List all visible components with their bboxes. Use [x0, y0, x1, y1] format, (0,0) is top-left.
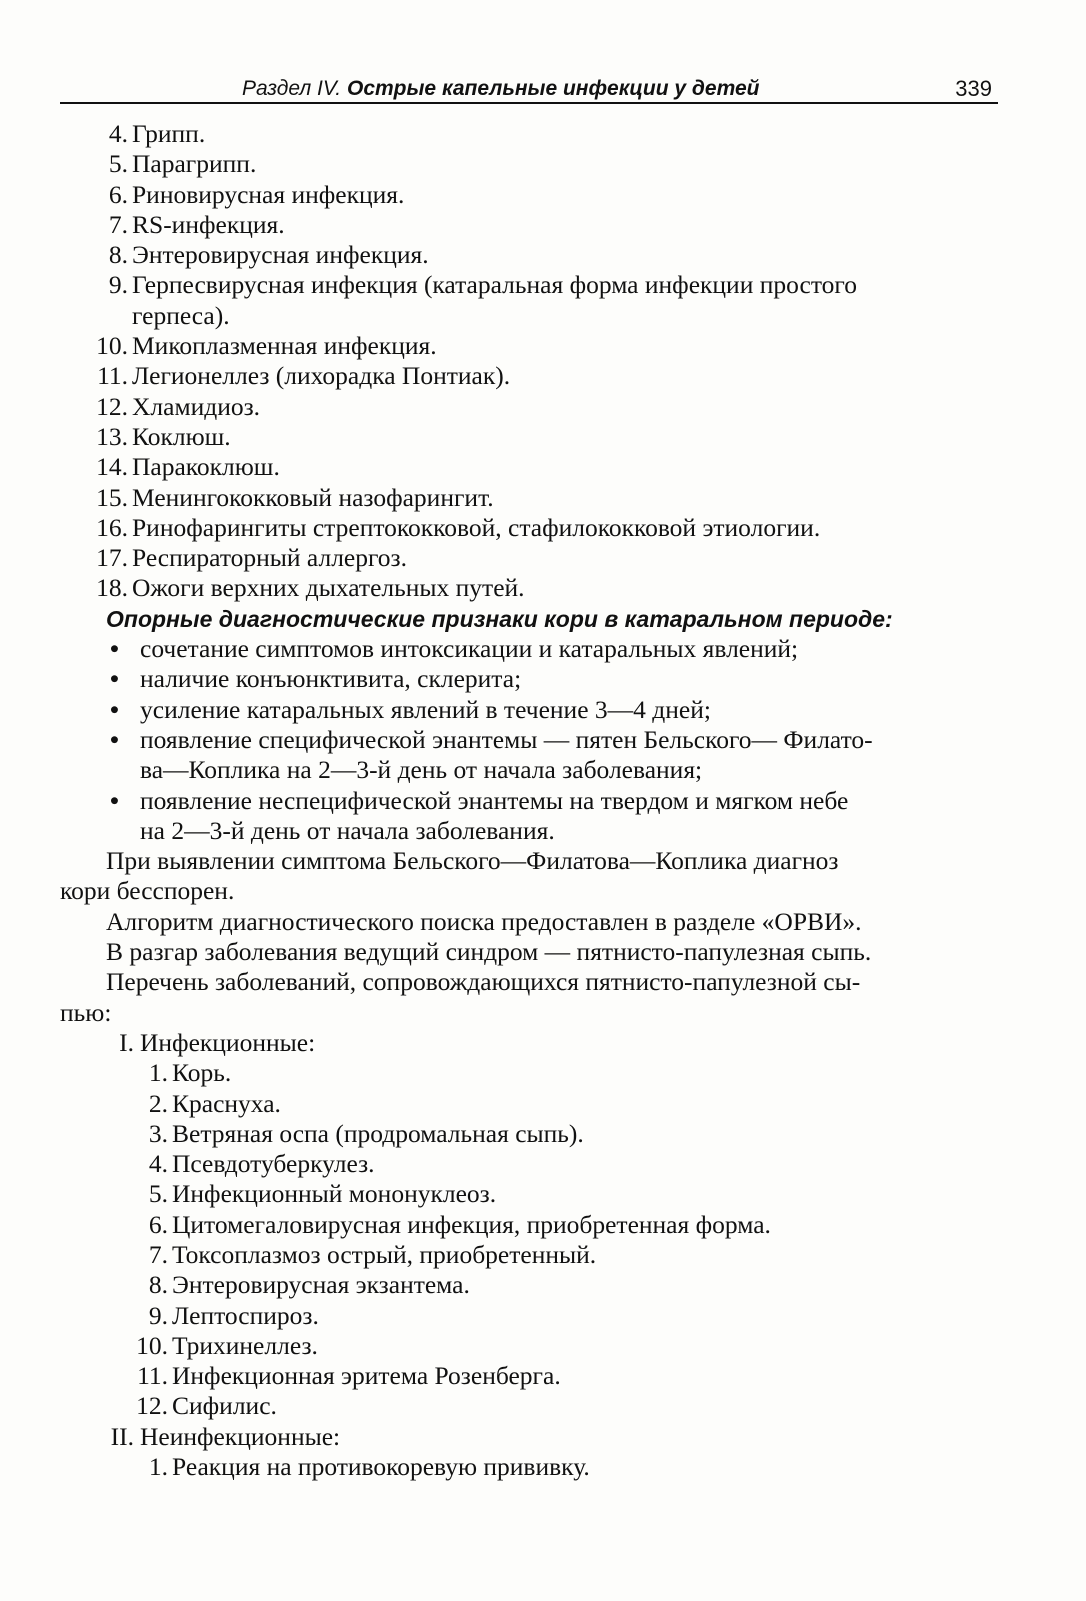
list-item-text: Энтеровирусная экзантема.: [172, 1270, 470, 1300]
list-item-text: Герпесвирусная инфекция (катаральная форма инфекции простого: [132, 270, 857, 300]
list-item: [60, 1270, 998, 1300]
list-item: [60, 331, 998, 361]
list-item-number: 3.: [148, 1118, 168, 1148]
list-item: [60, 452, 998, 482]
list-item-number: 10.: [96, 331, 128, 361]
list-item: [60, 1058, 998, 1088]
bullet-text: сочетание симптомов интоксикации и катаральных явлений;: [140, 634, 799, 664]
list-item-number: 1.: [148, 1452, 168, 1482]
header-section: Раздел IV.: [242, 77, 342, 100]
list-item: [60, 210, 998, 240]
paragraph-line: [60, 998, 998, 1028]
list-item: [60, 1179, 998, 1209]
list-item-text: Риновирусная инфекция.: [132, 179, 405, 209]
list-item-text: Сифилис.: [172, 1391, 277, 1421]
list-item-text: Коклюш.: [132, 421, 231, 451]
list-item: [60, 1331, 998, 1361]
list-item-text: Краснуха.: [172, 1088, 281, 1118]
list-item-text: Токсоплазмоз острый, приобретенный.: [172, 1239, 597, 1269]
list-item-text: Лептоспироз.: [172, 1300, 319, 1330]
list-item-number: 10.: [136, 1330, 168, 1360]
list-item-number: 15.: [96, 482, 128, 512]
list-item-number: 6.: [148, 1209, 168, 1239]
paragraph-text: кори бесспорен.: [60, 876, 235, 906]
list-item: [60, 180, 998, 210]
list-item-number: 12.: [136, 1391, 168, 1421]
list-item-number: 11.: [97, 361, 128, 391]
list-item-text: Микоплазменная инфекция.: [132, 331, 437, 361]
list-item-number: 2.: [148, 1088, 168, 1118]
list-item-text: Парагрипп.: [132, 149, 257, 179]
bullet-continuation: [60, 816, 998, 846]
list-item-number: 9.: [108, 270, 128, 300]
paragraph-line: [60, 907, 998, 937]
list-item-number: 14.: [96, 452, 128, 482]
paragraph-line: [60, 846, 998, 876]
paragraph-text: Перечень заболеваний, сопровождающихся пятнисто-папулезной сы-: [106, 967, 861, 997]
list-item: [60, 1240, 998, 1270]
list-item-number: 7.: [148, 1239, 168, 1269]
list-item-number: 5.: [148, 1179, 168, 1209]
list-item-text: Псевдотуберкулез.: [172, 1149, 375, 1179]
header-title: [242, 74, 760, 104]
paragraph-text: Алгоритм диагностического поиска предоставлен в разделе «ОРВИ».: [106, 906, 862, 936]
group-number: I.: [119, 1027, 134, 1057]
list-item-text: Хламидиоз.: [132, 391, 261, 421]
running-header: [60, 70, 998, 104]
bullet-dot: •: [110, 664, 119, 694]
group-title: Неинфекционные:: [140, 1421, 341, 1451]
measles-heading: Опорные диагностические признаки кори в катаральном периоде:: [106, 605, 893, 632]
list-item: [60, 422, 998, 452]
list-item: [60, 1391, 998, 1421]
list-item: [60, 392, 998, 422]
bullet-item: [60, 634, 998, 664]
list-item-text: Цитомегаловирусная инфекция, приобретенная форма.: [172, 1209, 771, 1239]
group-heading: [60, 1028, 998, 1058]
paragraph-text: пью:: [60, 997, 112, 1027]
list-item: [60, 1301, 998, 1331]
bullet-dot: •: [110, 694, 119, 724]
list-item-text: Ветряная оспа (продромальная сыпь).: [172, 1118, 584, 1148]
list-item-number: 1.: [148, 1058, 168, 1088]
bullet-item: [60, 664, 998, 694]
bullet-text: наличие конъюнктивита, склерита;: [140, 664, 522, 694]
list-item-number: 13.: [96, 421, 128, 451]
paragraph-text: При выявлении симптома Бельского—Филатова—Коплика диагноз: [106, 846, 839, 876]
list-item-number: 4.: [108, 119, 128, 148]
list-item-number: 18.: [96, 573, 128, 603]
list-item-text: Грипп.: [132, 119, 206, 148]
list-item: [60, 149, 998, 179]
list-item: [60, 513, 998, 543]
list-item-text: Ожоги верхних дыхательных путей.: [132, 573, 525, 603]
group-number: II.: [110, 1421, 134, 1451]
bullet-text: появление неспецифической энантемы на твердом и мягком небе: [140, 785, 849, 815]
list-item-text: RS-инфекция.: [132, 209, 285, 239]
list-item-number: 16.: [96, 512, 128, 542]
bullet-text: на 2—3-й день от начала заболевания.: [140, 815, 555, 845]
list-item-number: 8.: [108, 240, 128, 270]
bullet-item: [60, 725, 998, 755]
group-heading: [60, 1422, 998, 1452]
list-item-number: 5.: [108, 149, 128, 179]
list-item: [60, 1452, 998, 1482]
list-item-number: 17.: [96, 543, 128, 573]
group-title: Инфекционные:: [140, 1027, 316, 1057]
bullet-dot: •: [110, 785, 119, 815]
list-item: [60, 543, 998, 573]
list-item-text: Легионеллез (лихорадка Понтиак).: [132, 361, 511, 391]
paragraph-text: В разгар заболевания ведущий синдром — пятнисто-папулезная сыпь.: [106, 937, 872, 967]
bullet-dot: •: [110, 634, 119, 664]
paragraph-line: [60, 937, 998, 967]
list-item-number: 12.: [96, 391, 128, 421]
list-item-number: 9.: [148, 1300, 168, 1330]
header-chapter-title: Острые капельные инфекции у детей: [346, 77, 760, 100]
list-item: [60, 361, 998, 391]
list-item: [60, 1361, 998, 1391]
page-body: [60, 119, 998, 1482]
list-item-text: Паракоклюш.: [132, 452, 280, 482]
list-item: [60, 240, 998, 270]
list-item: [60, 1119, 998, 1149]
list-item-text: Респираторный аллергоз.: [132, 543, 408, 573]
list-item-text: Энтеровирусная инфекция.: [132, 240, 429, 270]
bullet-text: ва—Коплика на 2—3-й день от начала заболевания;: [140, 755, 703, 785]
list-item-number: 4.: [148, 1149, 168, 1179]
list-item-text: Ринофарингиты стрептококковой, стафилококковой этиологии.: [132, 512, 821, 542]
page-number: 339: [955, 76, 992, 101]
list-item: [60, 573, 998, 603]
paragraph-line: [60, 876, 998, 906]
list-item-text: Трихинеллез.: [172, 1330, 318, 1360]
list-item-text: Менингококковый назофарингит.: [132, 482, 494, 512]
list-item: [60, 1210, 998, 1240]
list-item-text: Корь.: [172, 1058, 232, 1088]
bullet-dot: •: [110, 724, 119, 754]
list-item-number: 7.: [108, 209, 128, 239]
bullet-text: усиление катаральных явлений в течение 3—4 дней;: [140, 694, 711, 724]
section-heading: [60, 604, 998, 634]
list-item: [60, 119, 998, 149]
list-item-number: 8.: [148, 1270, 168, 1300]
list-item-text: Реакция на противокоревую прививку.: [172, 1452, 590, 1482]
list-item: [60, 483, 998, 513]
paragraph-line: [60, 967, 998, 997]
bullet-item: [60, 786, 998, 816]
bullet-continuation: [60, 755, 998, 785]
bullet-item: [60, 695, 998, 725]
list-item-text: Инфекционный мононуклеоз.: [172, 1179, 497, 1209]
list-item-text: герпеса).: [132, 300, 230, 330]
list-item-number: 6.: [108, 179, 128, 209]
bullet-text: появление специфической энантемы — пятен Бельского— Филато-: [140, 724, 873, 754]
list-item: [60, 1089, 998, 1119]
list-item-continuation: [60, 301, 998, 331]
list-item: [60, 1149, 998, 1179]
list-item-text: Инфекционная эритема Розенберга.: [172, 1361, 561, 1391]
list-item: [60, 270, 998, 300]
list-item-number: 11.: [137, 1361, 168, 1391]
